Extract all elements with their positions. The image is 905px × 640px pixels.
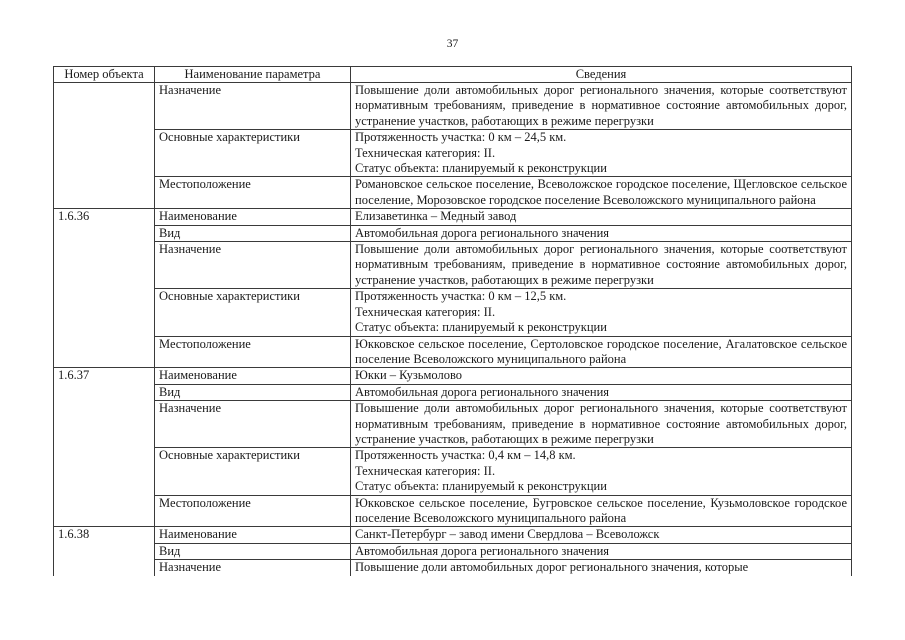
table-row: [54, 225, 852, 241]
parameter-name-cell: Вид: [155, 543, 351, 559]
header-object-number: Номер объекта: [54, 67, 155, 83]
table-row: [54, 130, 852, 177]
details-line: Юкковское сельское поселение, Сертоловское городское поселение, Агалатовское сельское поселение Всеволожского муниципального района: [355, 336, 847, 366]
details-line: Юкки – Кузьмолово: [355, 368, 463, 383]
details-cell: [351, 401, 852, 448]
table-row: [54, 242, 852, 289]
details-cell: [351, 130, 852, 177]
parameter-name-cell: Основные характеристики: [155, 289, 351, 336]
details-cell: [351, 177, 852, 209]
table-row: [54, 384, 852, 400]
parameter-name-cell: Назначение: [155, 83, 351, 130]
table-row: [54, 543, 852, 559]
parameter-name-cell: Наименование: [155, 209, 351, 225]
details-line: Повышение доли автомобильных дорог регионального значения, которые соответствуют нормативным требованиям, приведение в нормативное состояние автомобильных дорог, устранение участков, работающих в режиме перегрузки: [355, 83, 847, 128]
details-line: Романовское сельское поселение, Всеволожское городское поселение, Щегловское сельское поселение, Морозовское городское поселение Всеволожского муниципального района: [355, 177, 847, 207]
parameter-name-cell: Наименование: [155, 368, 351, 384]
details-cell: [351, 560, 852, 576]
details-line: Автомобильная дорога регионального значения: [355, 543, 610, 558]
details-line: Техническая категория: II.: [355, 463, 496, 478]
details-line: Повышение доли автомобильных дорог регионального значения, которые соответствуют нормативным требованиям, приведение в нормативное состояние автомобильных дорог, устранение участков, работающих в режиме перегрузки: [355, 401, 847, 446]
details-cell: [351, 543, 852, 559]
parameter-name-cell: Местоположение: [155, 336, 351, 368]
details-cell: [351, 83, 852, 130]
details-line: Статус объекта: планируемый к реконструкции: [355, 320, 607, 335]
object-number-cell: 1.6.36: [54, 209, 155, 368]
table-header-row: [54, 67, 852, 83]
details-line: Санкт-Петербург – завод имени Свердлова – Всеволожск: [355, 527, 660, 542]
table-row: [54, 527, 852, 543]
table-row: [54, 209, 852, 225]
object-number-cell: 1.6.38: [54, 527, 155, 576]
table-row: [54, 401, 852, 448]
table-row: [54, 368, 852, 384]
table-row: [54, 560, 852, 576]
parameter-name-cell: Местоположение: [155, 495, 351, 527]
parameter-name-cell: Основные характеристики: [155, 130, 351, 177]
objects-table: [53, 66, 852, 576]
details-cell: [351, 225, 852, 241]
parameter-name-cell: Вид: [155, 384, 351, 400]
details-line: Автомобильная дорога регионального значения: [355, 384, 610, 399]
details-line: Техническая категория: II.: [355, 304, 496, 319]
details-line: Автомобильная дорога регионального значения: [355, 225, 610, 240]
details-line: Повышение доли автомобильных дорог регионального значения, которые соответствуют нормативным требованиям, приведение в нормативное состояние автомобильных дорог, устранение участков, работающих в режиме перегрузки: [355, 242, 847, 287]
table-row: [54, 448, 852, 495]
table-row: [54, 336, 852, 368]
details-line: Протяженность участка: 0,4 км – 14,8 км.: [355, 448, 576, 463]
header-details: Сведения: [351, 67, 852, 83]
object-number-cell: 1.6.37: [54, 368, 155, 527]
table-row: [54, 177, 852, 209]
table-row: [54, 289, 852, 336]
header-parameter-name: Наименование параметра: [155, 67, 351, 83]
parameter-name-cell: Вид: [155, 225, 351, 241]
details-line: Протяженность участка: 0 км – 12,5 км.: [355, 289, 567, 304]
page-number: 37: [446, 38, 459, 50]
details-line: Статус объекта: планируемый к реконструкции: [355, 161, 607, 176]
details-line: Техническая категория: II.: [355, 145, 496, 160]
details-cell: [351, 336, 852, 368]
table-row: [54, 83, 852, 130]
table-row: [54, 495, 852, 527]
details-line: Юкковское сельское поселение, Бугровское сельское поселение, Кузьмоловское городское поселение Всеволожского муниципального района: [355, 495, 847, 525]
details-line: Статус объекта: планируемый к реконструкции: [355, 479, 607, 494]
details-line: Протяженность участка: 0 км – 24,5 км.: [355, 130, 567, 145]
details-line: Елизаветинка – Медный завод: [355, 209, 517, 224]
details-cell: [351, 289, 852, 336]
parameter-name-cell: Основные характеристики: [155, 448, 351, 495]
details-cell: [351, 368, 852, 384]
table-body: [54, 83, 852, 576]
parameter-name-cell: Назначение: [155, 560, 351, 576]
details-cell: [351, 495, 852, 527]
parameter-name-cell: Назначение: [155, 401, 351, 448]
parameter-name-cell: Наименование: [155, 527, 351, 543]
details-cell: [351, 242, 852, 289]
parameter-name-cell: Назначение: [155, 242, 351, 289]
parameter-name-cell: Местоположение: [155, 177, 351, 209]
details-line: Повышение доли автомобильных дорог регионального значения, которые: [355, 560, 749, 575]
object-number-cell: [54, 83, 155, 209]
details-cell: [351, 209, 852, 225]
details-cell: [351, 527, 852, 543]
details-cell: [351, 448, 852, 495]
details-cell: [351, 384, 852, 400]
